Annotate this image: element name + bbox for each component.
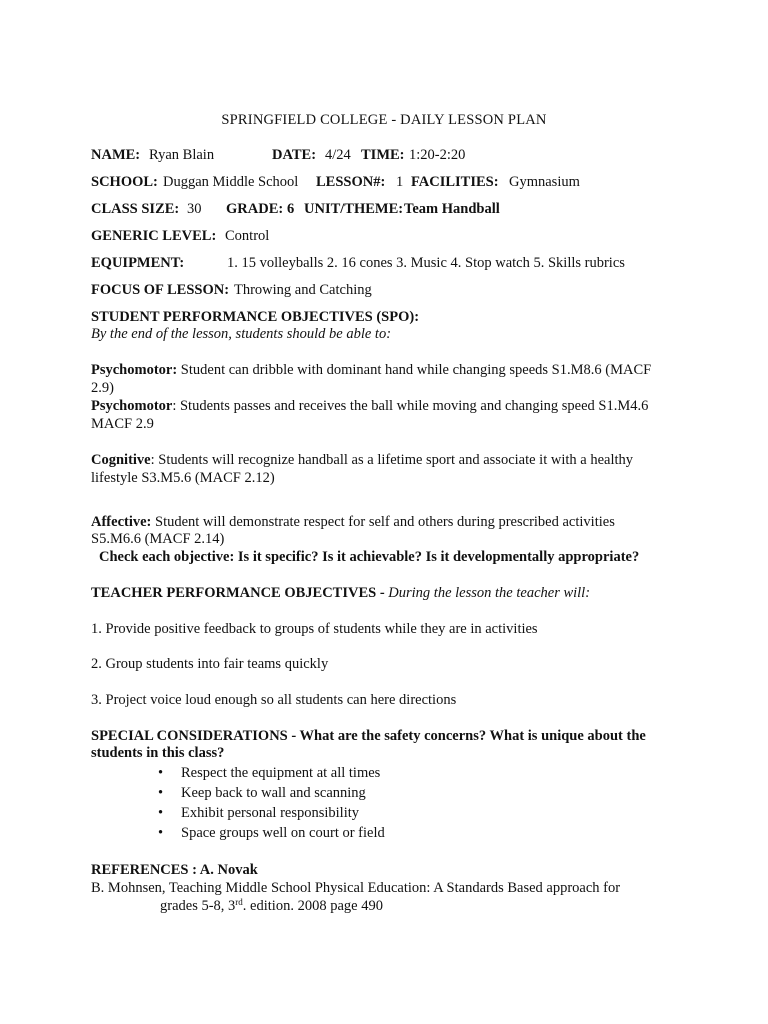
- date-label: DATE:: [272, 147, 317, 163]
- cognitive-cont: lifestyle S3.M5.6 (MACF 2.12): [91, 470, 275, 486]
- name-value: Ryan Blain: [149, 147, 215, 163]
- focus-label: FOCUS OF LESSON:: [91, 282, 230, 298]
- lesson-label: LESSON#:: [316, 174, 386, 190]
- references-heading: REFERENCES : A. Novak: [91, 862, 258, 878]
- list-item-text: Exhibit personal responsibility: [181, 805, 360, 821]
- bullet-icon: •: [158, 805, 164, 821]
- psychomotor-2-text: : Students passes and receives the ball while moving and changing speed S1.M4.6: [172, 398, 649, 414]
- reference-line-1: B. Mohnsen, Teaching Middle School Physical Education: A Standards Based approach for: [91, 880, 621, 896]
- time-label: TIME:: [361, 147, 405, 163]
- list-item-text: Respect the equipment at all times: [181, 765, 381, 781]
- spo-heading: STUDENT PERFORMANCE OBJECTIVES (SPO):: [91, 309, 420, 325]
- reference-line-2-end: . edition. 2008 page 490: [242, 898, 383, 914]
- cognitive: [91, 452, 633, 469]
- psychomotor-1-text: Student can dribble with dominant hand while changing speeds S1.M8.6 (MACF: [177, 362, 652, 378]
- lesson-value: 1: [396, 174, 404, 190]
- name-label: NAME:: [91, 147, 141, 163]
- grade-label: GRADE:: [226, 201, 284, 217]
- affective-cont: S5.M6.6 (MACF 2.14): [91, 531, 225, 547]
- spo-intro: By the end of the lesson, students should be able to:: [91, 326, 392, 342]
- generic-level-label: GENERIC LEVEL:: [91, 228, 217, 244]
- class-size-value: 30: [187, 201, 202, 217]
- time-value: 1:20-2:20: [409, 147, 466, 163]
- affective-text: Student will demonstrate respect for self and others during prescribed activities: [151, 514, 615, 530]
- school-label: SCHOOL:: [91, 174, 158, 190]
- special-heading-1: SPECIAL CONSIDERATIONS - What are the safety concerns? What is unique about the: [91, 728, 646, 744]
- tpo-item: 1. Provide positive feedback to groups of students while they are in activities: [91, 621, 538, 637]
- psychomotor-2: [91, 398, 648, 415]
- psychomotor-2-cont: MACF 2.9: [91, 416, 154, 432]
- unit-label: UNIT/THEME:: [304, 201, 404, 217]
- reference-line-2: [160, 898, 383, 915]
- psychomotor-2-label: Psychomotor: [91, 398, 173, 414]
- bullet-icon: •: [158, 785, 164, 801]
- bullet-icon: •: [158, 765, 164, 781]
- affective-label: Affective:: [91, 514, 152, 530]
- class-size-label: CLASS SIZE:: [91, 201, 180, 217]
- grade-value: 6: [287, 201, 295, 217]
- reference-line-2-text: grades 5-8, 3: [160, 898, 236, 914]
- unit-value: Team Handball: [404, 201, 500, 217]
- special-heading-2: students in this class?: [91, 745, 225, 761]
- tpo-heading-italic: During the lesson the teacher will:: [388, 585, 591, 601]
- list-item-text: Keep back to wall and scanning: [181, 785, 366, 801]
- tpo-heading-bold: TEACHER PERFORMANCE OBJECTIVES -: [91, 585, 389, 601]
- cognitive-label: Cognitive: [91, 452, 151, 468]
- affective: [91, 514, 615, 531]
- generic-level-value: Control: [225, 228, 270, 244]
- focus-value: Throwing and Catching: [234, 282, 372, 298]
- cognitive-text: : Students will recognize handball as a lifetime sport and associate it with a healthy: [150, 452, 634, 468]
- psychomotor-1-cont: 2.9): [91, 380, 114, 396]
- tpo-item: 3. Project voice loud enough so all students can here directions: [91, 692, 457, 708]
- equipment-label: EQUIPMENT:: [91, 255, 185, 271]
- tpo-heading: [91, 585, 590, 602]
- facilities-label: FACILITIES:: [411, 174, 499, 190]
- school-value: Duggan Middle School: [163, 174, 299, 190]
- reference-superscript: rd: [235, 897, 243, 907]
- check-objective: Check each objective: Is it specific? Is it achievable? Is it developmentally appropriate?: [99, 549, 640, 565]
- date-value: 4/24: [325, 147, 351, 163]
- tpo-item: 2. Group students into fair teams quickly: [91, 656, 329, 672]
- page-title: SPRINGFIELD COLLEGE - DAILY LESSON PLAN: [221, 112, 547, 128]
- psychomotor-1: [91, 362, 651, 379]
- facilities-value: Gymnasium: [509, 174, 580, 190]
- equipment-value: 1. 15 volleyballs 2. 16 cones 3. Music 4. Stop watch 5. Skills rubrics: [227, 255, 625, 271]
- psychomotor-1-label: Psychomotor:: [91, 362, 178, 378]
- bullet-icon: •: [158, 825, 164, 841]
- list-item-text: Space groups well on court or field: [181, 825, 385, 841]
